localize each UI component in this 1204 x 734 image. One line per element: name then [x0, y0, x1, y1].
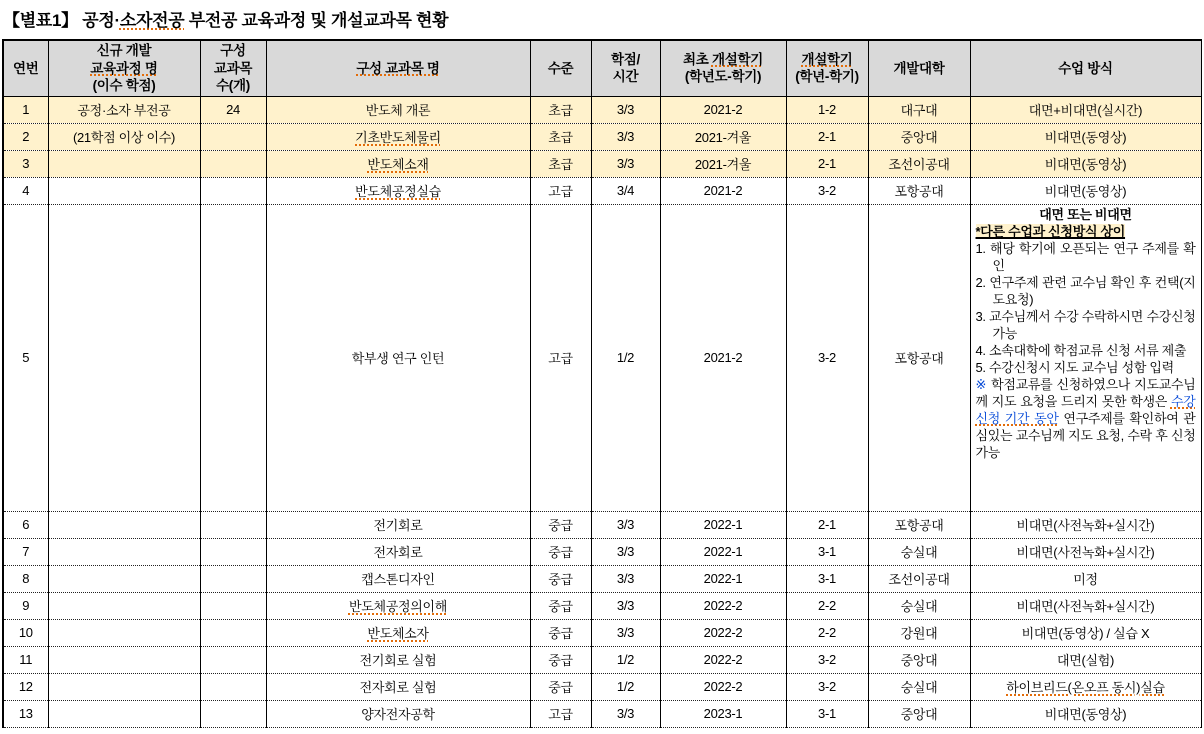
cell-level: 중급 — [530, 592, 591, 619]
cell-course-count — [200, 700, 266, 727]
table-row — [3, 565, 1201, 592]
method-subheading — [976, 223, 1196, 240]
cell-level: 초급 — [530, 150, 591, 177]
cell-level: 중급 — [530, 538, 591, 565]
cell-no: 4 — [3, 177, 48, 204]
cell-course-count — [200, 150, 266, 177]
table-row — [3, 673, 1201, 700]
col-header-semester-line2: (학년-학기) — [795, 69, 859, 85]
cell-first-semester: 2022-2 — [660, 592, 786, 619]
method-step-3: 3. 교수님께서 수강 수락하시면 수강신청 가능 — [975, 308, 1196, 341]
course-name-text: 기초반도체물리 — [355, 130, 441, 146]
col-header-course-count — [200, 40, 266, 96]
cell-level: 고급 — [530, 204, 591, 511]
cell-no: 7 — [3, 538, 48, 565]
col-header-credit-hours — [591, 40, 660, 96]
cell-credit-hours: 3/3 — [591, 700, 660, 727]
col-header-course-count-line3: 수(개) — [216, 78, 250, 94]
cell-course-name: 캡스톤디자인 — [266, 565, 530, 592]
cell-course-count — [200, 177, 266, 204]
cell-no: 8 — [3, 565, 48, 592]
col-header-semester-line1: 개설학기 — [801, 51, 853, 67]
cell-method: 대면(실험) — [970, 646, 1201, 673]
cell-first-semester: 2021-2 — [660, 204, 786, 511]
cell-course-count — [200, 123, 266, 150]
cell-level: 중급 — [530, 619, 591, 646]
cell-course-count — [200, 592, 266, 619]
method-step-2: 2. 연구주제 관련 교수님 확인 후 컨택(지도요청) — [975, 274, 1196, 307]
cell-semester: 3-1 — [786, 565, 868, 592]
cell-first-semester: 2021-겨울 — [660, 123, 786, 150]
cell-credit-hours: 3/4 — [591, 177, 660, 204]
title-text-suffix: 부전공 교육과정 및 개설교과목 현황 — [184, 11, 449, 30]
cell-course-count — [200, 511, 266, 538]
table-row — [3, 150, 1201, 177]
cell-semester: 2-1 — [786, 123, 868, 150]
cell-semester: 3-1 — [786, 700, 868, 727]
cell-semester: 3-2 — [786, 204, 868, 511]
cell-semester: 3-2 — [786, 673, 868, 700]
col-header-curriculum-line2: 교육과정 명 — [90, 60, 158, 76]
note-text-blue: 수강신청 기간 동안 — [975, 393, 1196, 426]
cell-curriculum — [48, 592, 200, 619]
cell-credit-hours: 3/3 — [591, 538, 660, 565]
cell-no: 3 — [3, 150, 48, 177]
cell-semester: 2-1 — [786, 150, 868, 177]
table-row — [3, 646, 1201, 673]
cell-no: 11 — [3, 646, 48, 673]
col-header-curriculum-line3: (이수 학점) — [92, 78, 156, 94]
cell-credit-hours: 3/3 — [591, 123, 660, 150]
table-row — [3, 96, 1201, 123]
cell-university: 숭실대 — [868, 538, 970, 565]
col-header-course-name — [266, 40, 530, 96]
cell-curriculum — [48, 511, 200, 538]
cell-no: 10 — [3, 619, 48, 646]
course-name-text: 반도체공정의이해 — [348, 599, 448, 615]
cell-no: 2 — [3, 123, 48, 150]
cell-university: 포항공대 — [868, 204, 970, 511]
cell-university: 포항공대 — [868, 177, 970, 204]
cell-curriculum — [48, 646, 200, 673]
method-subheading-text: *다른 수업과 신청방식 상이 — [975, 223, 1126, 239]
cell-method: 비대면(동영상) / 실습 X — [970, 619, 1201, 646]
course-name-text: 반도체소재 — [367, 157, 429, 173]
cell-method: 비대면(사전녹화+실시간) — [970, 592, 1201, 619]
cell-level: 중급 — [530, 565, 591, 592]
cell-course-count — [200, 565, 266, 592]
cell-course-name: 전기회로 — [266, 511, 530, 538]
cell-semester: 2-1 — [786, 511, 868, 538]
first-sem-word1: 최초 — [683, 51, 712, 67]
cell-curriculum — [48, 700, 200, 727]
col-header-credit-line2: 시간 — [612, 69, 639, 85]
cell-course-count — [200, 673, 266, 700]
cell-no: 9 — [3, 592, 48, 619]
cell-level: 중급 — [530, 511, 591, 538]
cell-first-semester: 2021-겨울 — [660, 150, 786, 177]
cell-university: 숭실대 — [868, 592, 970, 619]
method-note — [976, 376, 1196, 461]
cell-credit-hours: 3/3 — [591, 565, 660, 592]
cell-curriculum — [48, 204, 200, 511]
cell-first-semester: 2022-1 — [660, 511, 786, 538]
cell-course-name — [266, 619, 530, 646]
cell-course-name: 양자전자공학 — [266, 700, 530, 727]
col-header-first-semester-line2: (학년도-학기) — [684, 69, 762, 85]
cell-course-name — [266, 150, 530, 177]
cell-method: 대면+비대면(실시간) — [970, 96, 1201, 123]
cell-no: 6 — [3, 511, 48, 538]
cell-method: 비대면(동영상) — [970, 700, 1201, 727]
cell-curriculum — [48, 565, 200, 592]
cell-method-detail — [970, 204, 1201, 511]
cell-semester: 1-2 — [786, 96, 868, 123]
table-row — [3, 123, 1201, 150]
method-heading: 대면 또는 비대면 — [1039, 206, 1132, 222]
cell-first-semester: 2022-2 — [660, 646, 786, 673]
table-row — [3, 511, 1201, 538]
cell-course-count: 24 — [200, 96, 266, 123]
title-text-prefix: 【별표1】 공정· — [3, 11, 120, 30]
cell-semester: 2-2 — [786, 619, 868, 646]
cell-credit-hours: 3/3 — [591, 592, 660, 619]
cell-credit-hours: 3/3 — [591, 511, 660, 538]
cell-no: 12 — [3, 673, 48, 700]
note-text-2: 연구주제를 확인하여 관심있는 교수님께 지도 요청, 수락 후 신청 가능 — [975, 410, 1196, 460]
col-header-course-count-line2: 교과목 — [213, 60, 253, 76]
cell-first-semester: 2022-1 — [660, 538, 786, 565]
cell-course-name — [266, 177, 530, 204]
cell-course-name: 전자회로 — [266, 538, 530, 565]
cell-credit-hours: 1/2 — [591, 673, 660, 700]
cell-course-count — [200, 204, 266, 511]
cell-method: 비대면(동영상) — [970, 177, 1201, 204]
cell-course-name — [266, 592, 530, 619]
table-row — [3, 700, 1201, 727]
cell-method: 비대면(동영상) — [970, 150, 1201, 177]
cell-method: 비대면(사전녹화+실시간) — [970, 538, 1201, 565]
col-header-course-count-line1: 구성 — [220, 43, 246, 58]
cell-curriculum: (21학점 이상 이수) — [48, 123, 200, 150]
cell-level: 중급 — [530, 673, 591, 700]
cell-no: 1 — [3, 96, 48, 123]
cell-university: 중앙대 — [868, 646, 970, 673]
method-step-4: 4. 소속대학에 학점교류 신청 서류 제출 — [975, 342, 1187, 358]
cell-credit-hours: 1/2 — [591, 646, 660, 673]
table-row — [3, 592, 1201, 619]
col-header-credit-line1: 학점/ — [611, 51, 640, 67]
cell-first-semester: 2023-1 — [660, 700, 786, 727]
cell-no: 5 — [3, 204, 48, 511]
cell-method: 비대면(동영상) — [970, 123, 1201, 150]
curriculum-table — [2, 39, 1202, 728]
cell-course-name: 전기회로 실험 — [266, 646, 530, 673]
col-header-first-semester — [660, 40, 786, 96]
col-header-course-name-text: 구성 교과목 명 — [356, 60, 440, 76]
col-header-no: 연번 — [3, 40, 48, 96]
cell-course-count — [200, 619, 266, 646]
cell-university: 숭실대 — [868, 673, 970, 700]
cell-curriculum — [48, 177, 200, 204]
cell-first-semester: 2022-2 — [660, 619, 786, 646]
cell-method: 비대면(사전녹화+실시간) — [970, 511, 1201, 538]
cell-semester: 3-1 — [786, 538, 868, 565]
cell-course-count — [200, 646, 266, 673]
cell-university: 중앙대 — [868, 700, 970, 727]
cell-level: 고급 — [530, 700, 591, 727]
cell-semester: 2-2 — [786, 592, 868, 619]
cell-university: 대구대 — [868, 96, 970, 123]
cell-first-semester: 2021-2 — [660, 96, 786, 123]
cell-level: 초급 — [530, 123, 591, 150]
col-header-semester — [786, 40, 868, 96]
col-header-curriculum-line1: 신규 개발 — [96, 43, 152, 58]
cell-course-count — [200, 538, 266, 565]
cell-credit-hours: 3/3 — [591, 96, 660, 123]
cell-semester: 3-2 — [786, 646, 868, 673]
cell-course-name: 전자회로 실험 — [266, 673, 530, 700]
course-name-text: 반도체소자 — [367, 626, 429, 642]
cell-semester: 3-2 — [786, 177, 868, 204]
cell-university: 강원대 — [868, 619, 970, 646]
course-name-text: 반도체공정실습 — [355, 184, 441, 200]
cell-course-name: 학부생 연구 인턴 — [266, 204, 530, 511]
cell-course-name — [266, 123, 530, 150]
cell-curriculum: 공정·소자 부전공 — [48, 96, 200, 123]
note-mark: ※ — [975, 376, 987, 392]
method-step-1: 1. 해당 학기에 오픈되는 연구 주제를 확인 — [975, 240, 1196, 273]
first-sem-word2: 개설학기 — [711, 51, 763, 67]
cell-course-name: 반도체 개론 — [266, 96, 530, 123]
cell-first-semester: 2022-1 — [660, 565, 786, 592]
cell-credit-hours: 1/2 — [591, 204, 660, 511]
col-header-level: 수준 — [530, 40, 591, 96]
method-step-5: 5. 수강신청시 지도 교수님 성함 입력 — [975, 359, 1174, 375]
table-row — [3, 538, 1201, 565]
cell-first-semester: 2022-2 — [660, 673, 786, 700]
col-header-first-semester-line1 — [664, 51, 783, 69]
cell-level: 초급 — [530, 96, 591, 123]
cell-credit-hours: 3/3 — [591, 619, 660, 646]
col-header-curriculum — [48, 40, 200, 96]
cell-curriculum — [48, 150, 200, 177]
cell-university: 포항공대 — [868, 511, 970, 538]
col-header-method: 수업 방식 — [970, 40, 1201, 96]
cell-university: 중앙대 — [868, 123, 970, 150]
cell-curriculum — [48, 673, 200, 700]
header-row — [3, 40, 1201, 96]
cell-method — [970, 673, 1201, 700]
cell-credit-hours: 3/3 — [591, 150, 660, 177]
cell-curriculum — [48, 619, 200, 646]
cell-method: 미정 — [970, 565, 1201, 592]
cell-university: 조선이공대 — [868, 565, 970, 592]
cell-curriculum — [48, 538, 200, 565]
cell-first-semester: 2021-2 — [660, 177, 786, 204]
page-title — [2, 4, 1202, 39]
table-row — [3, 204, 1201, 511]
cell-level: 중급 — [530, 646, 591, 673]
note-text-1: 학점교류를 신청하였으나 지도교수님께 지도 요청을 드리지 못한 학생은 — [975, 376, 1196, 409]
cell-level: 고급 — [530, 177, 591, 204]
cell-no: 13 — [3, 700, 48, 727]
cell-university: 조선이공대 — [868, 150, 970, 177]
table-row — [3, 177, 1201, 204]
method-text: 하이브리드(온오프 동시)실습 — [1006, 680, 1165, 696]
col-header-university: 개발대학 — [868, 40, 970, 96]
table-row — [3, 619, 1201, 646]
title-text-spellcheck: 소자전공 — [119, 11, 185, 30]
